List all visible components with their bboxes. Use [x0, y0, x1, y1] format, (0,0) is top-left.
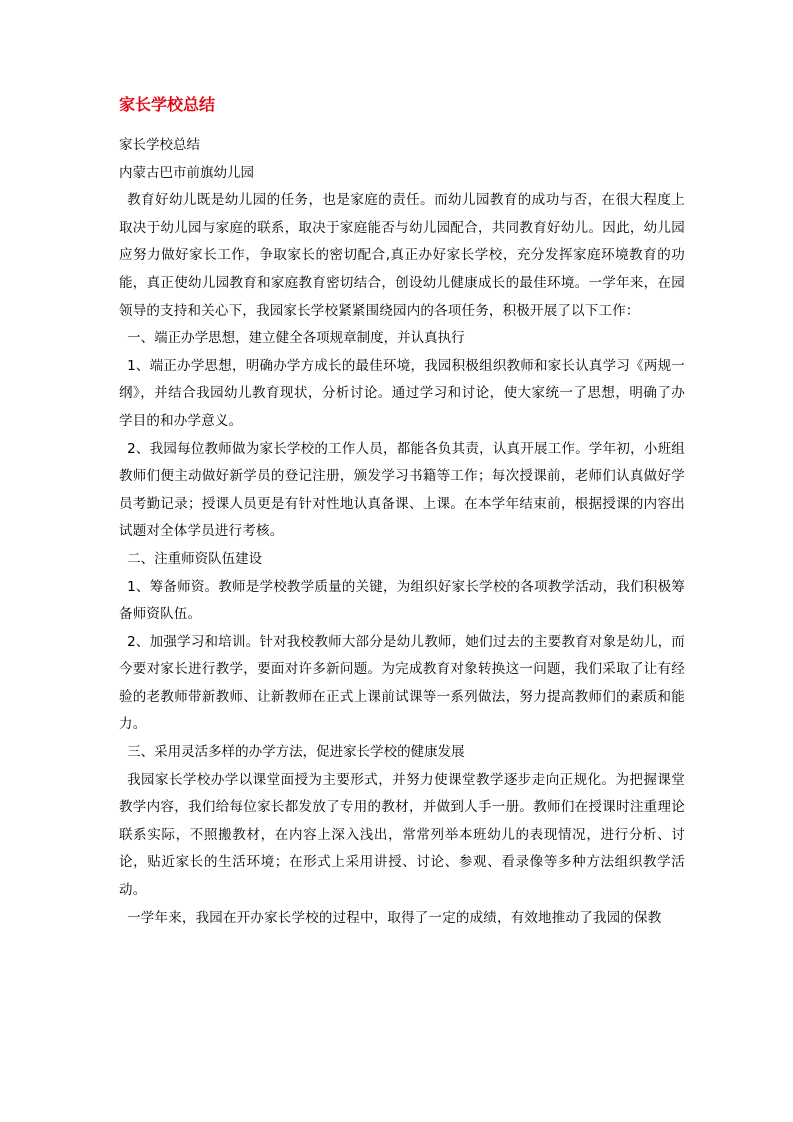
closing-paragraph: 一学年来，我园在开办家长学校的过程中，取得了一定的成绩，有效地推动了我园的保教: [127, 909, 662, 926]
intro-paragraph: 教育好幼儿既是幼儿园的任务，也是家庭的责任。而幼儿园教育的成功与否，在很大程度上取决于幼儿园与家庭的联系，取决于家庭能否与幼儿园配合，共同教育好幼儿。因此，幼儿园应努力做好家长工作，争取家长的密切配合,真正办好家长学校，充分发挥家庭环境教育的功能，真正使幼儿园教育和家庭教育密切结合，创设幼儿健康成长的最佳环境。一学年来，在园领导的支持和关心下，我园家长学校紧紧围绕园内的各项任务，积极开展了以下工作：: [119, 192, 685, 319]
section-heading-3: 三、采用灵活多样的办学方法，促进家长学校的健康发展: [127, 744, 465, 761]
paragraph-2-2: 2、加强学习和培训。针对我校教师大部分是幼儿教师，她们过去的主要教育对象是幼儿，而今要对家长进行教学，要面对许多新问题。为完成教育对象转换这一问题，我们采取了让有经验的老教师带新教师、让新教师在正式上课前试课等一系列做法，努力提高教师们的素质和能力。: [119, 633, 685, 733]
document-page: [119, 92, 685, 932]
paragraph-3-1: 我园家长学校办学以课堂面授为主要形式，并努力使课堂教学逐步走向正规化。为把握课堂教学内容，我们给每位家长都发放了专用的教材，并做到人手一册。教师们在授课时注重理论联系实际，不照搬教材，在内容上深入浅出，常常列举本班幼儿的表现情况，进行分析、讨论，贴近家长的生活环境；在形式上采用讲授、讨论、参观、看录像等多种方法组织教学活动。: [119, 771, 685, 899]
section-heading-2: 二、注重师资队伍建设: [127, 550, 263, 567]
paragraph-2-1: 1、筹备师资。教师是学校教学质量的关键，为组织好家长学校的各项教学活动，我们积极筹备师资队伍。: [119, 578, 685, 623]
document-subtitle: 家长学校总结: [119, 137, 200, 153]
document-title: 家长学校总结: [119, 95, 216, 114]
paragraph-1-1: 1、端正办学思想，明确办学方成长的最佳环境，我园积极组织教师和家长认真学习《两规一纲》，并结合我园幼儿教育现状，分析讨论。通过学习和讨论，使大家统一了思想，明确了办学目的和办学意义。: [119, 357, 685, 429]
document-organization: 内蒙古巴市前旗幼儿园: [119, 164, 254, 181]
paragraph-1-2: 2、我园每位教师做为家长学校的工作人员，都能各负其责，认真开展工作。学年初，小班组教师们便主动做好新学员的登记注册，颁发学习书籍等工作；每次授课前，老师们认真做好学员考勤记录；授课人员更是有针对性地认真备课、上课。在本学年结束前，根据授课的内容出试题对全体学员进行考核。: [119, 440, 685, 540]
section-heading-1: 一、端正办学思想，建立健全各项规章制度，并认真执行: [127, 330, 465, 347]
